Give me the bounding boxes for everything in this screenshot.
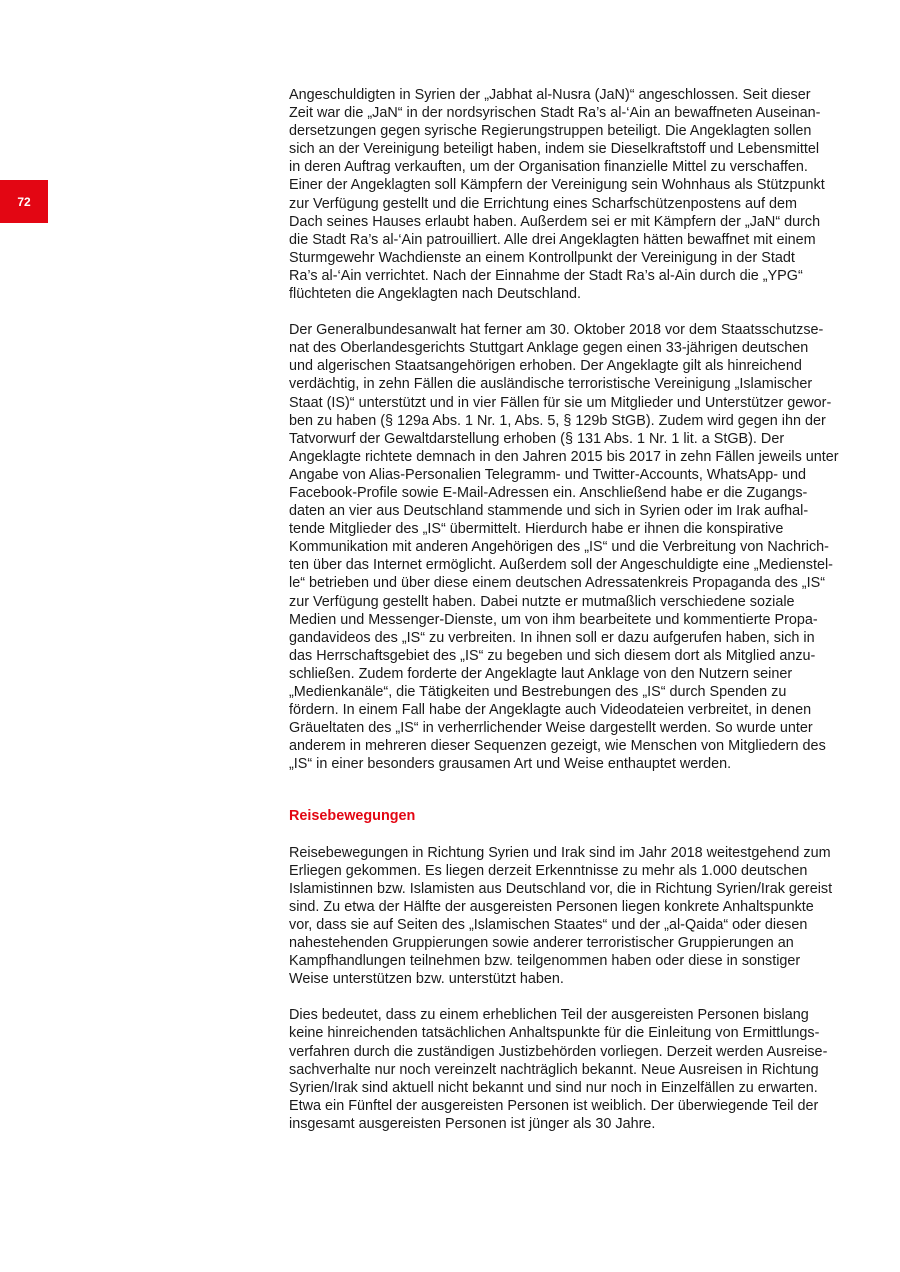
paragraph-stuttgart-indictment: Der Generalbundesanwalt hat ferner am 30. Oktober 2018 vor dem Staatsschutzse- nat des Oberlandesgerichts Stuttgart Anklage gegen einen 33-jährigen deutschen und algerischen Staatsangehörigen erhoben. Der Angeklagte gilt als hinreichend verdächtig, in zehn Fällen die ausländische terroristische Vereinigung „Islamischer Staat (IS)“ unterstützt und in vier Fällen für sie um Mitglieder und Unterstützer gewor- ben zu haben (§ 129a Abs. 1 Nr. 1, Abs. 5, § 129b StGB). Zudem wird gegen ihn der Tatvorwurf der Gewaltdarstellung erhoben (§ 131 Abs. 1 Nr. 1 lit. a StGB). Der Angeklagte richtete demnach in den Jahren 2015 bis 2017 in zehn Fällen jeweils unter Angabe von Alias-Personalien Telegramm- und Twitter-Accounts, WhatsApp- und Facebook-Profile sowie E-Mail-Adressen ein. Anschließend habe er die Zugangs- daten an vier aus Deutschland stammende und sich in Syrien oder im Irak aufhal- tende Mitglieder des „IS“ übermittelt. Hierdurch habe er ihnen die konspirative Kommunikation mit anderen Angehörigen des „IS“ und die Verbreitung von Nachrich- ten über das Internet ermöglicht. Außerdem soll der Angeschuldigte eine „Medienstel- le“ betrieben und über diese einem deutschen Adressatenkreis Propaganda des „IS“ zur Verfügung gestellt haben. Dabei nutzte er mutmaßlich verschiedene soziale Medien und Messenger-Dienste, um von ihm bearbeitete und kommentierte Propa- gandavideos des „IS“ zu verbreiten. In ihnen soll er dazu aufgerufen haben, sich in das Herrschaftsgebiet des „IS“ zu begeben und sich diesem dort als Mitglied anzu- schließen. Zudem forderte der Angeklagte laut Anklage von den Nutzern seiner „Medienkanäle“, die Tätigkeiten und Bestrebungen des „IS“ durch Spenden zu fördern. In einem Fall habe der Angeklagte auch Videodateien verbreitet, in denen Gräueltaten des „IS“ in verherrlichender Weise dargestellt werden. So wurde unter anderem in mehreren dieser Sequenzen gezeigt, wie Menschen von Mitgliedern des „IS“ in einer besonders grausamen Art und Weise enthauptet werden. bbox=[289, 322, 839, 773]
paragraph-jan-case: Angeschuldigten in Syrien der „Jabhat al-Nusra (JaN)“ angeschlossen. Seit dieser Zeit war die „JaN“ in der nordsyrischen Stadt Ra’s al-‘Ain an bewaffneten Auseinan- dersetzungen gegen syrische Regierungstruppen beteiligt. Die Angeklagten sollen sich an der Vereinigung beteiligt haben, indem sie Dieselkraftstoff und Lebensmittel in deren Auftrag verkauften, um der Organisation finanzielle Mittel zu verschaffen. Einer der Angeklagten soll Kämpfern der Vereinigung sein Wohnhaus als Stützpunkt zur Verfügung gestellt und die Errichtung eines Scharfschützenpostens auf dem Dach seines Hauses erlaubt haben. Außerdem sei er mit Kämpfern der „JaN“ durch die Stadt Ra’s al-‘Ain patrouilliert. Alle drei Angeklagten hätten bewaffnet mit einem Sturmgewehr Wachdienste an einem Kontrollpunkt der Vereinigung in der Stadt Ra’s al-‘Ain verrichtet. Nach der Einnahme der Stadt Ra’s al-Ain durch die „YPG“ flüchteten die Angeklagten nach Deutschland. bbox=[289, 87, 825, 303]
paragraph-departed-persons: Dies bedeutet, dass zu einem erheblichen Teil der ausgereisten Personen bislang keine hinreichenden tatsächlichen Anhaltspunkte für die Einleitung von Ermittlungs- verfahren durch die zuständigen Justizbehörden vorliegen. Derzeit werden Ausreise- sachverhalte nur noch vereinzelt nachträglich bekannt. Neue Ausreisen in Richtung Syrien/Irak sind aktuell nicht bekannt und sind nur noch in Einzelfällen zu erwarten. Etwa ein Fünftel der ausgereisten Personen ist weiblich. Der überwiegende Teil der insgesamt ausgereisten Personen ist jünger als 30 Jahre. bbox=[289, 1007, 828, 1132]
main-text-column bbox=[289, 86, 849, 1133]
page-number-badge bbox=[0, 180, 48, 223]
paragraph-travel-movements: Reisebewegungen in Richtung Syrien und Irak sind im Jahr 2018 weitestgehend zum Erliegen gekommen. Es liegen derzeit Erkenntnisse zu mehr als 1.000 deutschen Islamistinnen bzw. Islamisten aus Deutschland vor, die in Richtung Syrien/Irak gereist sind. Zu etwa der Hälfte der ausgereisten Personen liegen konkrete Anhaltspunkte vor, dass sie auf Seiten des „Islamischen Staates“ und der „al-Qaida“ oder diesen nahestehenden Gruppierungen sowie anderer terroristischer Gruppierungen an Kampfhandlungen teilnehmen bzw. teilgenommen haben oder diese in sonstiger Weise unterstützen bzw. unterstützt haben. bbox=[289, 844, 833, 988]
page-number: 72 bbox=[17, 194, 31, 209]
section-heading-reisebewegungen: Reisebewegungen bbox=[289, 808, 416, 825]
